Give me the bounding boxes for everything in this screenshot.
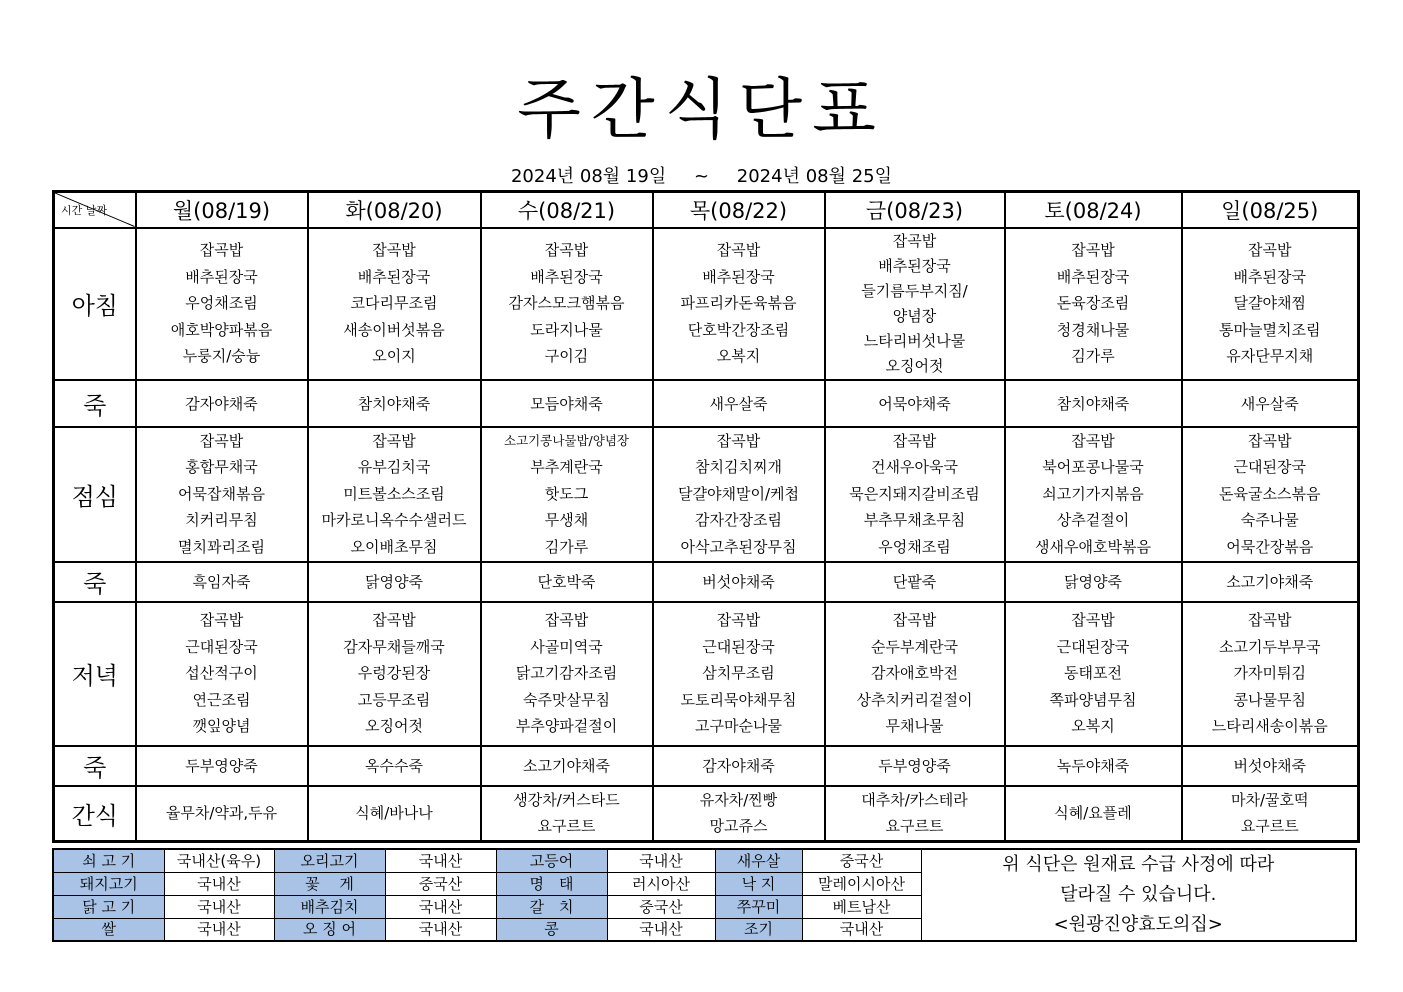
menu-cell: 소고기야채죽 [481, 746, 653, 786]
ingredient-label: 새우살 [715, 849, 802, 872]
weekly-menu-table [52, 190, 1360, 843]
origin-value: 중국산 [607, 895, 715, 918]
ingredient-label: 쌀 [53, 918, 164, 941]
corner-date-label: 날짜 [85, 204, 108, 217]
origin-value: 국내산 [164, 895, 274, 918]
menu-cell [1182, 786, 1359, 842]
header-corner-cell [54, 192, 136, 228]
meal-row-porridge3 [54, 746, 1359, 786]
menu-item: 소고기콩나물밥/양념장 [504, 432, 629, 448]
menu-item: 어묵간장볶음 [1226, 537, 1314, 556]
menu-cell [1005, 602, 1182, 746]
menu-item: 우렁강된장 [357, 664, 431, 683]
menu-item: 율무차/약과,두유 [165, 803, 278, 822]
corner-time-label: 시간 [61, 204, 83, 217]
menu-cell [825, 427, 1005, 562]
menu-item: 감자무채들깨국 [343, 637, 445, 656]
menu-item: 잡곡밥 [892, 611, 937, 630]
menu-cell: 버섯야채죽 [653, 562, 825, 602]
menu-item: 배추된장국 [878, 256, 951, 275]
origin-value: 베트남산 [802, 895, 921, 918]
menu-item: 배추된장국 [530, 267, 603, 286]
menu-item: 잡곡밥 [544, 241, 589, 260]
menu-cell: 소고기야채죽 [1182, 562, 1359, 602]
menu-item: 돈육장조림 [1056, 294, 1130, 313]
menu-item: 잡곡밥 [892, 231, 937, 250]
menu-item: 콩나물무침 [1233, 690, 1306, 709]
day-header: 목(08/22) [653, 192, 825, 228]
meal-label: 간식 [54, 786, 136, 842]
day-header: 일(08/25) [1182, 192, 1359, 228]
menu-item: 배추된장국 [357, 267, 431, 286]
menu-item: 잡곡밥 [716, 611, 761, 630]
menu-item: 부추계란국 [530, 458, 603, 477]
origin-row [53, 849, 1356, 872]
menu-cell [653, 786, 825, 842]
menu-cell: 단팥죽 [825, 562, 1005, 602]
meal-label: 저녁 [54, 602, 136, 746]
ingredient-label: 배추김치 [274, 895, 385, 918]
menu-cell [1005, 228, 1182, 380]
menu-item: 부추양파겉절이 [515, 717, 618, 736]
menu-cell [481, 427, 653, 562]
notice-line: 위 식단은 원재료 수급 사정에 따라 [1002, 854, 1275, 875]
ingredient-label: 오리고기 [274, 849, 385, 872]
origin-value: 중국산 [802, 849, 921, 872]
menu-cell [653, 427, 825, 562]
menu-item: 오이지 [372, 347, 416, 366]
menu-item: 김가루 [1071, 347, 1115, 366]
date-range [0, 165, 1403, 189]
menu-item: 파프리카돈육볶음 [680, 294, 797, 313]
menu-cell: 단호박죽 [481, 562, 653, 602]
ingredient-label: 닭 고 기 [53, 895, 164, 918]
menu-item: 어묵잡채볶음 [178, 484, 265, 503]
menu-item: 상추치커리겉절이 [856, 690, 973, 709]
menu-item: 마카로니옥수수샐러드 [321, 511, 467, 530]
menu-cell [481, 228, 653, 380]
menu-cell: 새우살죽 [653, 380, 825, 427]
menu-item: 느타리새송이볶음 [1211, 717, 1328, 736]
day-header: 토(08/24) [1005, 192, 1182, 228]
menu-item: 사골미역국 [530, 637, 603, 656]
day-header: 금(08/23) [825, 192, 1005, 228]
origin-value: 국내산 [607, 849, 715, 872]
menu-item: 식혜/바나나 [355, 803, 433, 822]
menu-item: 애호박양파볶음 [170, 320, 273, 339]
menu-item: 도토리묵야채무침 [680, 690, 797, 709]
origin-value: 러시아산 [607, 872, 715, 895]
menu-item: 감자간장조림 [695, 511, 782, 530]
menu-item: 오징어젓 [885, 356, 944, 375]
menu-item: 잡곡밥 [372, 241, 416, 260]
notice-line: 달라질 수 있습니다. [1060, 884, 1217, 905]
ingredient-label: 꽃 게 [274, 872, 385, 895]
menu-item: 묵은지돼지갈비조림 [849, 484, 980, 503]
menu-cell: 참치야채죽 [1005, 380, 1182, 427]
menu-cell [308, 427, 481, 562]
menu-item: 구이김 [544, 347, 589, 366]
menu-item: 잡곡밥 [716, 431, 761, 450]
ingredient-label: 갈 치 [496, 895, 607, 918]
menu-item: 아삭고추된장무침 [680, 537, 797, 556]
menu-item: 참치김치찌개 [695, 458, 782, 477]
menu-item: 미트볼소스조림 [343, 484, 445, 503]
menu-item: 멸치꽈리조림 [178, 537, 265, 556]
menu-item: 북어포콩나물국 [1042, 458, 1144, 477]
menu-item: 동태포전 [1064, 664, 1122, 683]
ingredient-label: 쭈꾸미 [715, 895, 802, 918]
day-header: 화(08/20) [308, 192, 481, 228]
menu-cell: 모듬야채죽 [481, 380, 653, 427]
ingredient-label: 돼지고기 [53, 872, 164, 895]
meal-label: 아침 [54, 228, 136, 380]
menu-item: 요구르트 [885, 817, 944, 836]
menu-cell [308, 228, 481, 380]
menu-item: 망고쥬스 [709, 817, 768, 836]
ingredient-label: 조기 [715, 918, 802, 941]
meal-row-porridge2 [54, 562, 1359, 602]
menu-cell [136, 427, 308, 562]
menu-cell: 감자야채죽 [136, 380, 308, 427]
menu-item: 건새우아욱국 [871, 458, 958, 477]
menu-item: 배추된장국 [1233, 267, 1306, 286]
menu-item: 우엉채조림 [185, 294, 258, 313]
menu-item: 쇠고기가지볶음 [1042, 484, 1144, 503]
menu-cell [1182, 602, 1359, 746]
meal-row-dinner [54, 602, 1359, 746]
menu-cell: 옥수수죽 [308, 746, 481, 786]
menu-item: 잡곡밥 [372, 431, 416, 450]
menu-item: 고등무조림 [357, 690, 431, 709]
meal-label: 죽 [54, 380, 136, 427]
day-header: 월(08/19) [136, 192, 308, 228]
menu-cell [308, 602, 481, 746]
menu-cell: 두부영양죽 [825, 746, 1005, 786]
origin-value: 국내산 [802, 918, 921, 941]
menu-item: 부추무채초무침 [863, 511, 966, 530]
menu-item: 달걀야채찜 [1233, 294, 1306, 313]
menu-item: 근대된장국 [185, 637, 258, 656]
origin-value: 국내산 [607, 918, 715, 941]
menu-cell [308, 786, 481, 842]
menu-cell [825, 228, 1005, 380]
menu-item: 양념장 [892, 306, 937, 325]
date-range-separator: ~ [693, 166, 710, 187]
meal-row-snack [54, 786, 1359, 842]
meal-label: 죽 [54, 562, 136, 602]
menu-item: 유자단무지채 [1226, 347, 1314, 366]
menu-cell [481, 786, 653, 842]
menu-cell [136, 602, 308, 746]
notice-box [921, 849, 1356, 941]
origin-value: 국내산 [164, 918, 274, 941]
menu-item: 근대된장국 [702, 637, 775, 656]
ingredient-label: 명 태 [496, 872, 607, 895]
menu-item: 잡곡밥 [544, 611, 589, 630]
day-header: 수(08/21) [481, 192, 653, 228]
menu-item: 누룽지/숭늉 [182, 347, 261, 366]
menu-item: 치커리무침 [185, 511, 258, 530]
menu-item: 근대된장국 [1233, 458, 1306, 477]
menu-cell [136, 786, 308, 842]
menu-item: 섭산적구이 [185, 664, 258, 683]
menu-item: 코다리무조림 [350, 294, 438, 313]
menu-item: 감자스모크햄볶음 [508, 294, 625, 313]
menu-item: 대추차/카스테라 [861, 790, 968, 809]
menu-item: 잡곡밥 [199, 241, 244, 260]
menu-cell: 새우살죽 [1182, 380, 1359, 427]
menu-item: 유부김치국 [357, 458, 431, 477]
menu-cell [1182, 228, 1359, 380]
origin-value: 국내산 [164, 872, 274, 895]
menu-cell: 버섯야채죽 [1182, 746, 1359, 786]
menu-item: 소고기두부무국 [1219, 637, 1321, 656]
menu-item: 오이배초무침 [350, 537, 438, 556]
origin-value: 국내산(육우) [164, 849, 274, 872]
menu-cell [653, 228, 825, 380]
origin-value: 국내산 [385, 918, 496, 941]
menu-item: 배추된장국 [702, 267, 775, 286]
menu-item: 들기름두부지짐/ [861, 281, 968, 300]
menu-cell [1005, 786, 1182, 842]
menu-cell: 녹두야채죽 [1005, 746, 1182, 786]
menu-item: 오복지 [1071, 717, 1115, 736]
menu-item: 요구르트 [1240, 817, 1299, 836]
menu-item: 단호박간장조림 [687, 320, 790, 339]
menu-cell: 흑임자죽 [136, 562, 308, 602]
menu-item: 김가루 [544, 537, 589, 556]
menu-cell: 참치야채죽 [308, 380, 481, 427]
origin-value: 말레이시아산 [802, 872, 921, 895]
ingredient-label: 고등어 [496, 849, 607, 872]
menu-item: 닭고기감자조림 [515, 664, 618, 683]
menu-item: 무생채 [544, 511, 589, 530]
menu-item: 쪽파양념무침 [1049, 690, 1137, 709]
origin-value: 중국산 [385, 872, 496, 895]
notice-line: <원광진양효도의집> [1053, 914, 1223, 935]
menu-cell [481, 602, 653, 746]
menu-item: 도라지나물 [530, 320, 603, 339]
menu-item: 연근조림 [192, 690, 251, 709]
menu-cell [1182, 427, 1359, 562]
menu-item: 돈육굴소스볶음 [1219, 484, 1321, 503]
menu-item: 잡곡밥 [716, 241, 761, 260]
menu-item: 깻잎양념 [192, 717, 251, 736]
menu-item: 오징어젓 [365, 717, 423, 736]
meal-row-lunch [54, 427, 1359, 562]
menu-item: 잡곡밥 [892, 431, 937, 450]
menu-item: 잡곡밥 [1248, 241, 1292, 260]
origin-table [52, 848, 1357, 942]
menu-item: 홍합무채국 [185, 458, 258, 477]
menu-item: 무채나물 [885, 717, 944, 736]
menu-item: 달걀야채말이/케첩 [678, 484, 799, 503]
menu-cell [825, 602, 1005, 746]
menu-cell: 닭영양죽 [1005, 562, 1182, 602]
meal-label: 죽 [54, 746, 136, 786]
menu-item: 우엉채조림 [878, 537, 951, 556]
menu-item: 오복지 [716, 347, 761, 366]
menu-item: 느타리버섯나물 [863, 331, 966, 350]
menu-item: 잡곡밥 [1071, 241, 1115, 260]
menu-item: 숙주맛살무침 [523, 690, 610, 709]
page-title: 주간식단표 [517, 71, 886, 148]
menu-cell: 어묵야채죽 [825, 380, 1005, 427]
menu-item: 잡곡밥 [199, 611, 244, 630]
menu-item: 잡곡밥 [372, 611, 416, 630]
menu-item: 생새우애호박볶음 [1035, 537, 1151, 556]
menu-item: 잡곡밥 [1071, 431, 1115, 450]
menu-item: 생강차/커스타드 [513, 790, 620, 809]
menu-item: 근대된장국 [1056, 637, 1130, 656]
menu-item: 핫도그 [544, 484, 589, 503]
menu-item: 청경채나물 [1056, 320, 1130, 339]
menu-item: 상추겉절이 [1056, 511, 1130, 530]
meal-row-porridge1 [54, 380, 1359, 427]
menu-cell [825, 786, 1005, 842]
menu-cell: 두부영양죽 [136, 746, 308, 786]
meal-row-breakfast [54, 228, 1359, 380]
menu-item: 잡곡밥 [199, 431, 244, 450]
menu-item: 유자차/찐빵 [699, 790, 778, 809]
menu-item: 삼치무조림 [702, 664, 775, 683]
menu-item: 식혜/요플레 [1054, 803, 1132, 822]
menu-item: 요구르트 [537, 817, 596, 836]
menu-item: 숙주나물 [1240, 511, 1299, 530]
menu-item: 배추된장국 [185, 267, 258, 286]
menu-cell: 감자야채죽 [653, 746, 825, 786]
menu-item: 잡곡밥 [1248, 611, 1292, 630]
menu-item: 순두부계란국 [871, 637, 958, 656]
menu-item: 잡곡밥 [1071, 611, 1115, 630]
menu-item: 마차/꿀호떡 [1230, 790, 1309, 809]
origin-value: 국내산 [385, 895, 496, 918]
ingredient-label: 쇠 고 기 [53, 849, 164, 872]
menu-item: 배추된장국 [1056, 267, 1130, 286]
menu-cell [1005, 427, 1182, 562]
date-range-start: 2024년 08월 19일 [510, 166, 667, 187]
menu-item: 고구마순나물 [695, 717, 782, 736]
menu-item: 새송이버섯볶음 [343, 320, 445, 339]
origin-value: 국내산 [385, 849, 496, 872]
menu-cell [653, 602, 825, 746]
date-range-end: 2024년 08월 25일 [736, 166, 893, 187]
menu-item: 통마늘멸치조림 [1219, 320, 1321, 339]
menu-item: 잡곡밥 [1248, 431, 1292, 450]
ingredient-label: 오 징 어 [274, 918, 385, 941]
ingredient-label: 콩 [496, 918, 607, 941]
menu-cell: 닭영양죽 [308, 562, 481, 602]
meal-label: 점심 [54, 427, 136, 562]
ingredient-label: 낙 지 [715, 872, 802, 895]
menu-item: 가자미튀김 [1233, 664, 1306, 683]
menu-cell [136, 228, 308, 380]
menu-item: 감자애호박전 [871, 664, 958, 683]
